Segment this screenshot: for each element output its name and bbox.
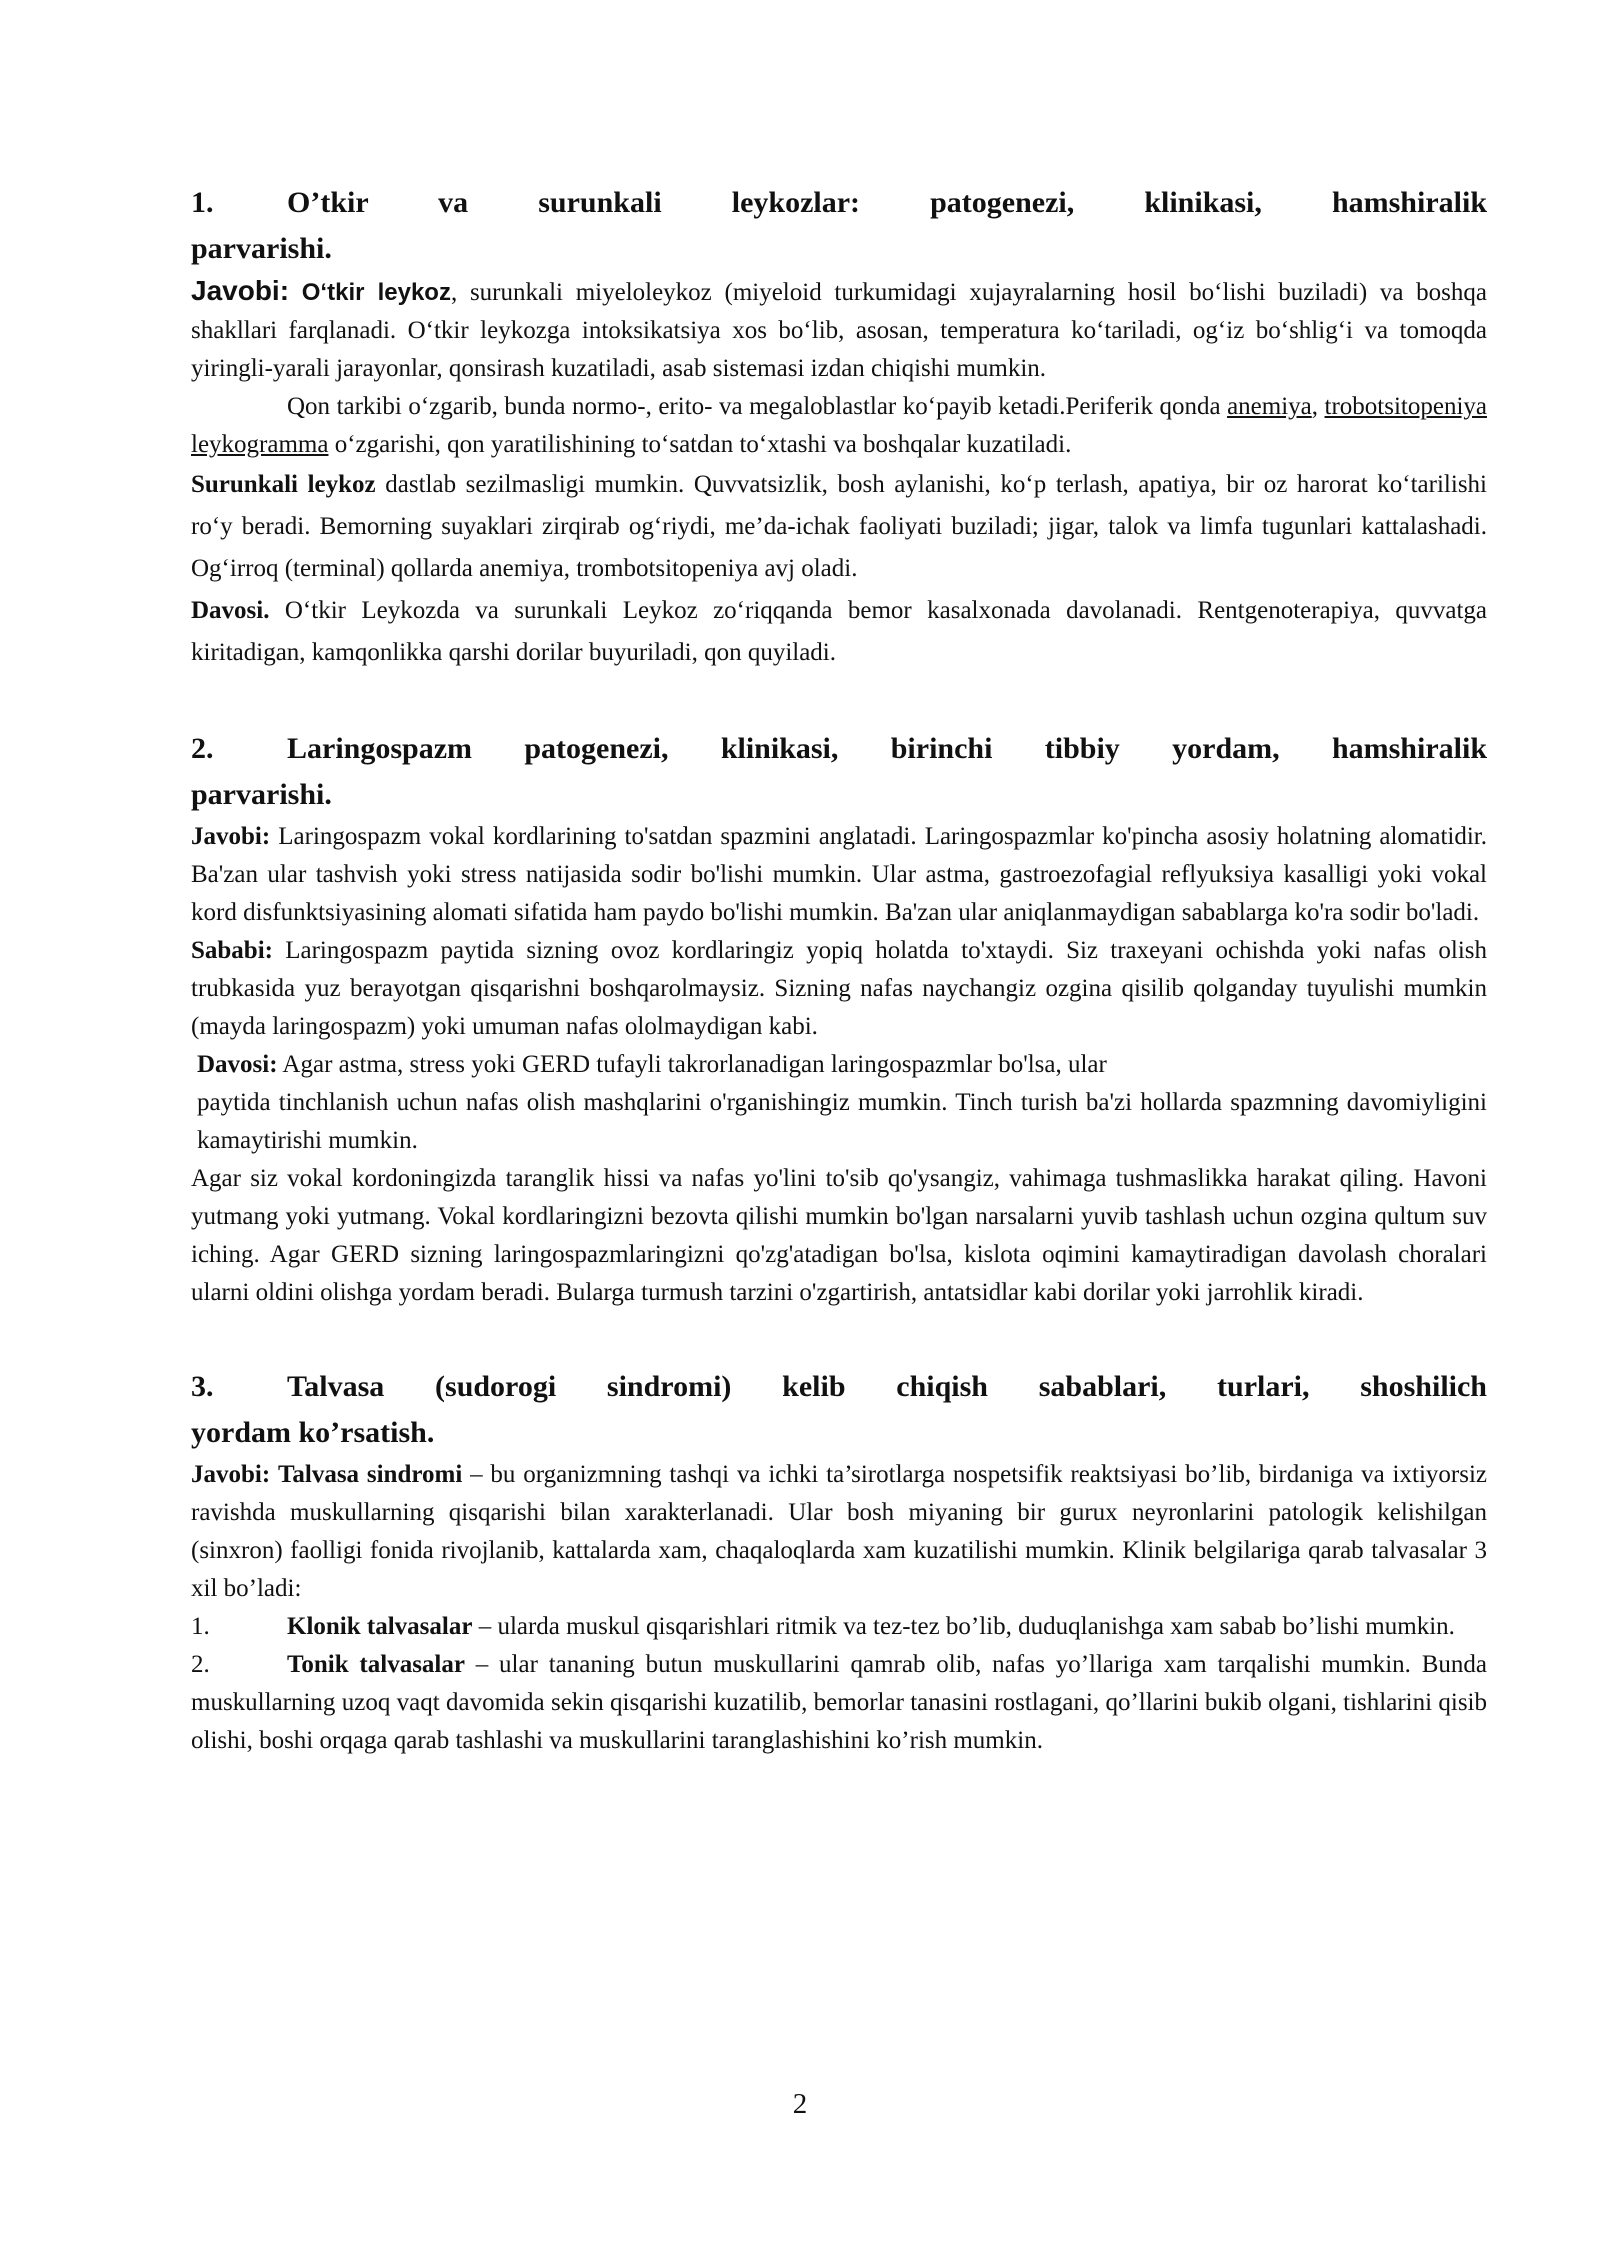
document-page (191, 180, 1487, 1760)
term-link-anemiya[interactable]: anemiya (1227, 393, 1312, 420)
list-item-text: – ularda muskul qisqarishlari ritmik va tez-tez bo’lib, duduqlanishga xam sabab bo’lishi mumkin. (472, 1613, 1455, 1640)
answer-label: Javobi: (191, 275, 290, 306)
term-link-leykogramma[interactable]: leykogramma (191, 431, 329, 458)
chronic-text: dastlab sezilmasligi mumkin. Quvvatsizlik, bosh aylanishi, ko‘p terlash, apatiya, bir oz harorat ko‘tarilishi ro‘y beradi. Bemorning suyaklari zirqirab og‘riydi, me’da-ichak faoliyati buziladi; jigar, talok va limfa tugunlari kattalashadi. Og‘irroq (terminal) qollarda anemiya, trombotsitopeniya avj oladi. (191, 471, 1487, 582)
section-1-heading (191, 180, 1487, 226)
section-title-line: O’tkir va surunkali leykozlar: patogenezi, klinikasi, hamshiralik (287, 186, 1487, 219)
section-title-line: Laringospazm patogenezi, klinikasi, birinchi tibbiy yordam, hamshiralik (287, 732, 1487, 765)
list-item-number: 1. (191, 1613, 210, 1640)
section-1-treatment-paragraph (191, 590, 1487, 674)
treatment-text: O‘tkir Leykozda va surunkali Leykoz zo‘riqqanda bemor kasalxonada davolanadi. Rentgenoterapiya, quvvatga kiritadigan, kamqonlikka qarshi dorilar buyuriladi, qon quyiladi. (191, 597, 1487, 666)
answer-text: , surunkali miyeloleykoz (miyeloid turkumidagi xujayralarning hosil bo‘lishi buziladi) va boshqa shakllari farqlanadi. O‘tkir leykozga intoksikatsiya xos bo‘lib, asosan, temperatura ko‘tariladi, og‘iz bo‘shlig‘i va tomoqda yiringli-yarali jarayonlar, qonsirash kuzatiladi, asab sistemasi izdan chiqishi mumkin. (191, 279, 1488, 382)
list-item (191, 1608, 1487, 1646)
answer-term: Talvasa sindromi (278, 1461, 463, 1488)
section-1-chronic-paragraph (191, 464, 1487, 590)
section-2-advice (191, 1160, 1487, 1312)
list-item-term: Klonik talvasalar (287, 1613, 473, 1640)
section-title-continuation: yordam ko’rsatish. (191, 1416, 435, 1449)
section-2-cause (191, 932, 1487, 1046)
section-title-continuation: parvarishi. (191, 778, 332, 811)
answer-label: Javobi: (191, 823, 271, 850)
answer-label: Javobi: (191, 1461, 271, 1488)
cause-text: Laringospazm paytida sizning ovoz kordlaringiz yopiq holatda to'xtaydi. Siz traxeyani ochishda yoki nafas olish trubkasida yuz berayotgan qisqarishni boshqarolmaysiz. Sizning nafas naychangiz ozgina qisilib qolganday tuyulishi mumkin (mayda laringospazm) yoki umuman nafas ololmaydigan kabi. (191, 937, 1487, 1040)
section-2-heading (191, 726, 1487, 772)
section-title (287, 1364, 1487, 1410)
paragraph-text: Qon tarkibi o‘zgarib, bunda normo-, erito- va megaloblastlar ko‘payib ketadi.Periferik qonda (287, 393, 1228, 420)
section-title-continuation: parvarishi. (191, 232, 332, 265)
list-item-number: 2. (191, 1651, 210, 1678)
separator: , (1311, 393, 1325, 420)
list-item (191, 1646, 1487, 1760)
cause-label: Sababi: (191, 937, 273, 964)
section-number: 3. (191, 1370, 214, 1403)
section-title (287, 180, 1487, 226)
list-item-term: Tonik talvasalar (287, 1651, 465, 1678)
advice-text: Agar siz vokal kordoningizda taranglik hissi va nafas yo'lini to'sib qo'ysangiz, vahimaga tushmaslikka harakat qiling. Havoni yutmang yoki yutmang. Vokal kordlaringizni bezovta qilishi mumkin bo'lgan narsalarni yuvib tashlash uchun ozgina qultum suv iching. Agar GERD sizning laringospazmlaringizni qo'zg'atadigan bo'lsa, kislota oqimini kamaytiradigan davolash choralari ularni oldini olishga yordam beradi. Bularga turmush tarzini o'zgartirish, antatsidlar kabi dorilar yoki jarrohlik kiradi. (191, 1165, 1487, 1306)
section-1-blood-paragraph (191, 388, 1487, 464)
treatment-text: Agar astma, stress yoki GERD tufayli takrorlanadigan laringospazmlar bo'lsa, ular (277, 1051, 1107, 1078)
answer-term: O‘tkir leykoz (301, 279, 451, 306)
answer-text: Laringospazm vokal kordlarining to'satdan spazmini anglatadi. Laringospazmlar ko'pincha asosiy holatning alomatidir. Ba'zan ular tashvish yoki stress natijasida sodir bo'lishi mumkin. Ular astma, gastroezofagial reflyuksiya kasalligi yoki vokal kord disfunktsiyasining alomati sifatida ham paydo bo'lishi mumkin. Ba'zan ular aniqlanmaydigan sabablarga ko'ra sodir bo'ladi. (191, 823, 1487, 926)
section-number: 2. (191, 732, 214, 765)
list-item-text: – ular tananing butun muskullarini qamrab olib, nafas yo’llariga xam tarqalishi mumkin. Bunda muskullarning uzoq vaqt davomida sekin qisqarishi kuzatilib, bemorlar tanasini rostlagani, qo’llarini bukib olgani, tishlarini qisib olishi, boshi orqaga qarab tashlashi va muskullarini taranglashishini ko’rish mumkin. (191, 1651, 1487, 1754)
treatment-label: Davosi: (197, 1051, 278, 1078)
section-2-treatment-continuation (191, 1084, 1487, 1160)
section-title-line: Talvasa (sudorogi sindromi) kelib chiqish sabablari, turlari, shoshilich (287, 1370, 1487, 1403)
section-3-heading (191, 1364, 1487, 1410)
section-1-answer (191, 272, 1487, 388)
answer-text: – bu organizmning tashqi va ichki ta’sirotlarga nospetsifik reaktsiyasi bo’lib, birdaniga va ixtiyorsiz ravishda muskullarning qisqarishi bilan xarakterlanadi. Ular bosh miyaning bir gurux neyronlarini patologik kelishilgan (sinxron) faolligi fonida rivojlanib, kattalarda xam, chaqaloqlarda xam kuzatilishi mumkin. Klinik belgilariga qarab talvasalar 3 xil bo’ladi: (191, 1461, 1487, 1602)
chronic-label: Surunkali leykoz (191, 471, 376, 498)
list-item-body (287, 1608, 1487, 1646)
paragraph-text: o‘zgarishi, qon yaratilishining to‘satdan to‘xtashi va boshqalar kuzatiladi. (328, 431, 1072, 458)
treatment-label: Davosi. (191, 597, 270, 624)
section-2-treatment-line (191, 1046, 1487, 1084)
section-2-answer (191, 818, 1487, 932)
page-number: 2 (792, 2088, 808, 2120)
treatment-text: paytida tinchlanish uchun nafas olish mashqlarini o'rganishingiz mumkin. Tinch turish ba'zi hollarda spazmning davomiyligini kamaytirishi mumkin. (197, 1089, 1487, 1154)
section-title (287, 726, 1487, 772)
term-link-trobotsitopeniya[interactable]: trobotsitopeniya (1324, 393, 1487, 420)
section-number: 1. (191, 186, 214, 219)
section-3-answer (191, 1456, 1487, 1608)
